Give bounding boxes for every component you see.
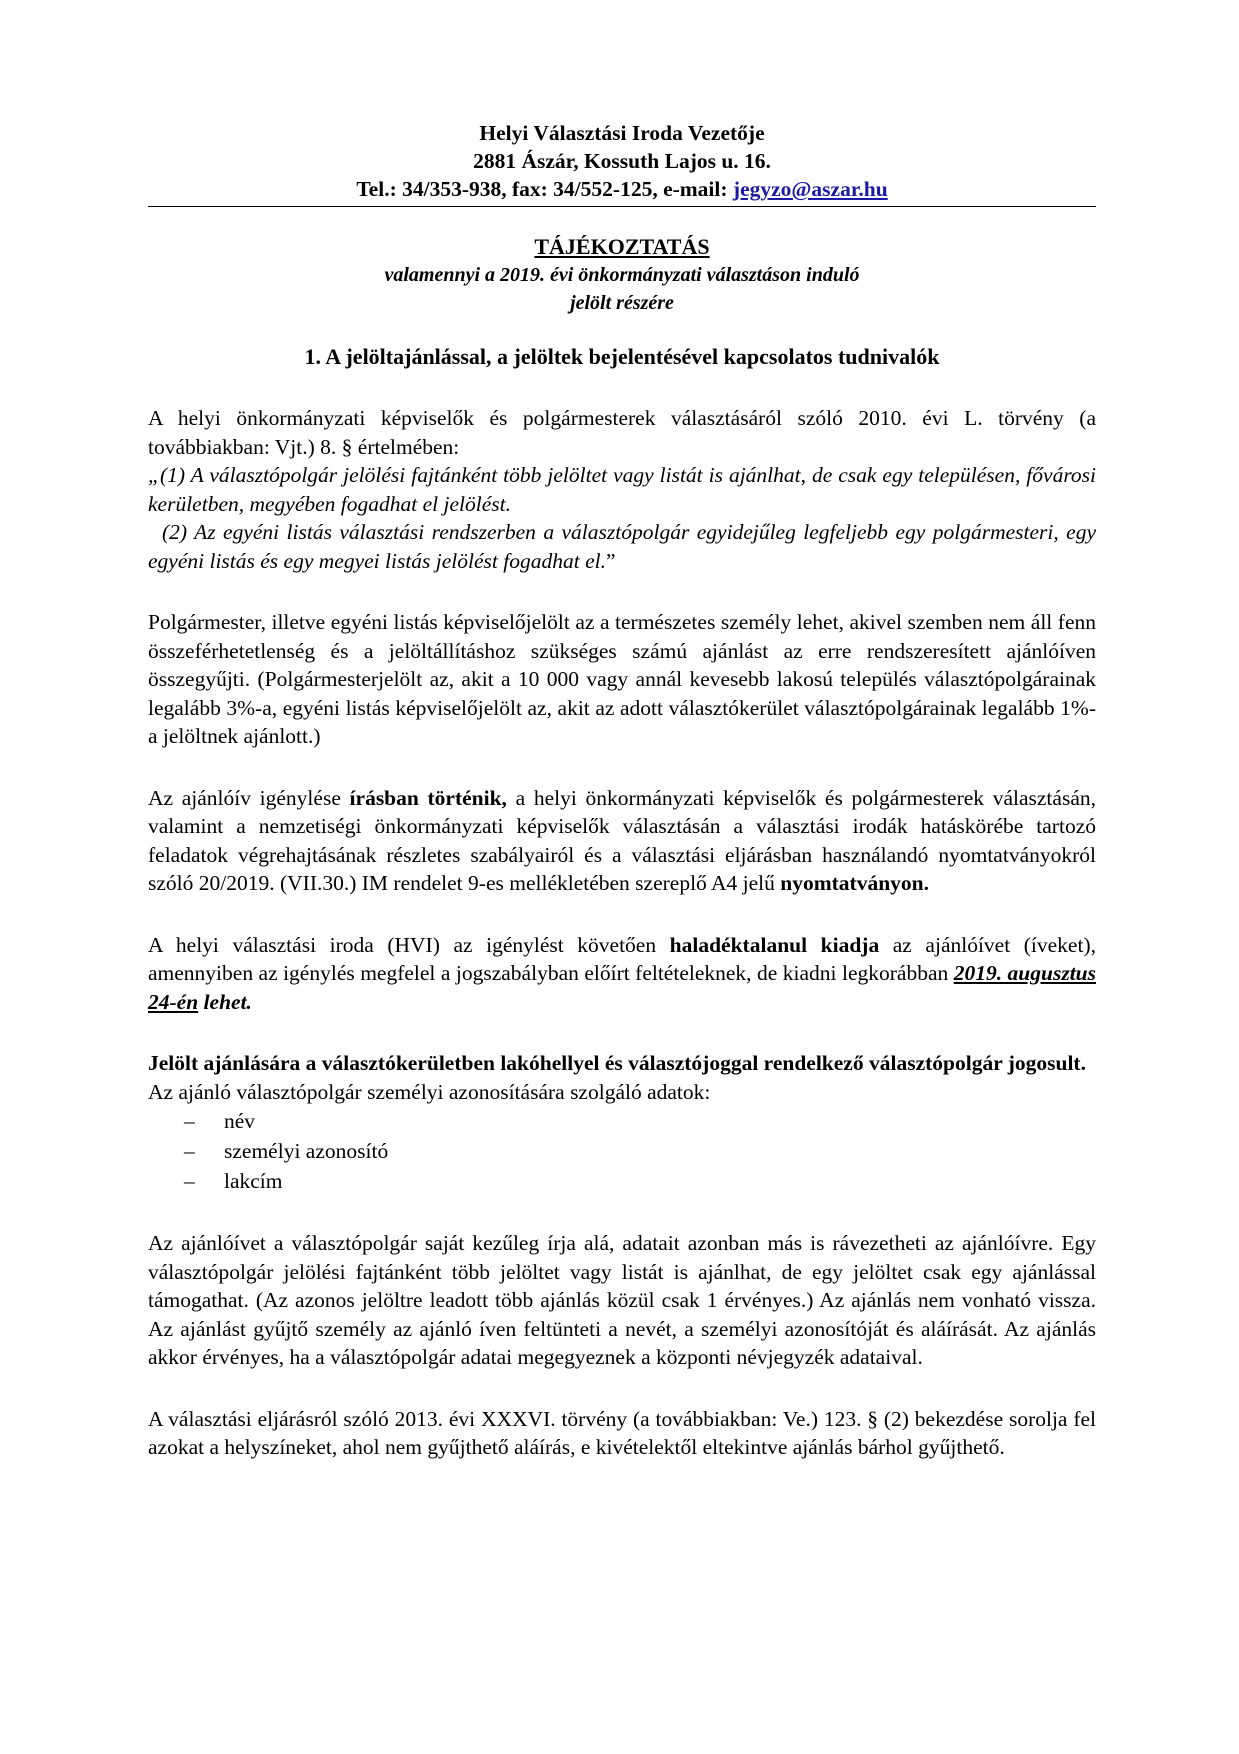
- para3-bold-1: írásban történik,: [349, 785, 507, 810]
- paragraph-candidate-eligibility: Polgármester, illetve egyéni listás képviselőjelölt az a természetes személy lehet, akivel szemben nem áll fenn összeférhetetlenség és a jelöltállításhoz szükséges számú ajánlást az erre rendszeresített ajánlóíven összegyűjti. (Polgármesterjelölt az, akit a 10 000 vagy annál kevesebb lakosú település választópolgárainak legalább 3%-a, egyéni listás képviselőjelölt az, akit az adott választókerület választópolgárainak legalább 1%-a jelöltnek ajánlott.): [148, 610, 1096, 748]
- list-item: – név: [184, 1106, 1096, 1136]
- header-divider: [148, 206, 1096, 207]
- para3-text-2: a helyi önkormányzati képviselők és polgármesterek választásán, valamint a nemzetiségi önkormányzati képviselők választásán a választási irodák hatáskörébe tartozó feladatok végrehajtásának részletes szabályairól és a választási eljárásban használandó nyomtatványokról szóló 20/2019. (VII.30.) IM rendelet 9-es mellékletében szereplő A4 jelű: [148, 785, 1096, 895]
- para4-text-2: az ajánlóívet (íveket), amennyiben az igénylés megfelel a jogszabályban előírt feltételeknek, de kiadni legkorábban: [148, 932, 1096, 985]
- paragraph-vjt-intro: A helyi önkormányzati képviselők és polgármesterek választásáról szóló 2010. évi L. törvény (a továbbiakban: Vjt.) 8. § értelmében:: [148, 406, 1096, 459]
- list-item: – lakcím: [184, 1166, 1096, 1196]
- list-item: – személyi azonosító: [184, 1136, 1096, 1166]
- issue-date: 2019. augusztus 24-én: [148, 961, 1096, 1014]
- para4-bold-1: haladéktalanul kiadja: [669, 932, 880, 957]
- section-heading: 1. A jelöltajánlással, a jelöltek bejelentésével kapcsolatos tudnivalók: [304, 344, 940, 369]
- quote-close-mark: ”: [605, 548, 616, 573]
- document-title: TÁJÉKOZTATÁS: [534, 234, 710, 259]
- quote-paragraph-2-text: (2) Az egyéni listás választási rendszerben a választópolgár egyidejűleg legfeljebb egy polgármesteri, egy egyéni listás és egy megyei listás jelölést fogadhat el.: [148, 520, 1096, 573]
- subtitle-line-1: valamennyi a 2019. évi önkormányzati választáson induló: [384, 264, 860, 286]
- para3-text-1: Az ajánlóív igénylése: [148, 785, 350, 810]
- para3-bold-2: nyomtatványon.: [780, 871, 930, 895]
- para4-text-1: A helyi választási iroda (HVI) az igénylést követően: [148, 932, 670, 957]
- letterhead: [148, 119, 1096, 203]
- letterhead-contact: [148, 175, 1096, 203]
- paragraph-form-request: [148, 784, 1096, 898]
- para4-text-3: lehet.: [198, 989, 252, 1014]
- paragraph-collection-locations: A választási eljárásról szóló 2013. évi XXXVI. törvény (a továbbiakban: Ve.) 123. § (2) bekezdése sorolja fel azokat a helyszíneket, ahol nem gyűjthető aláírás, e kivételektől eltekintve ajánlás bárhol gyűjthető.: [148, 1406, 1096, 1459]
- id-data-list: [148, 1106, 1096, 1196]
- paragraph-form-issue: [148, 931, 1096, 1017]
- subtitle-line-2: jelölt részére: [570, 292, 674, 314]
- email-link[interactable]: jegyzo@aszar.hu: [732, 177, 888, 201]
- paragraph-eligible-voters: Jelölt ajánlására a választókerületben lakóhellyel és választójoggal rendelkező választópolgár jogosult.: [148, 1051, 1086, 1075]
- letterhead-address: 2881 Ászár, Kossuth Lajos u. 16.: [473, 149, 771, 173]
- letterhead-phone-fax: Tel.: 34/353-938, fax: 34/552-125, e-mail:: [356, 177, 733, 201]
- document-content: [148, 119, 1096, 1462]
- paragraph-signing-rules: Az ajánlóívet a választópolgár saját kezűleg írja alá, adatait azonban más is rávezetheti az ajánlóívre. Egy választópolgár jelölési fajtánként több jelöltet vagy listát is ajánlhat, de egy jelöltet csak egy ajánlással támogathat. (Az azonos jelöltre leadott több ajánlás közül csak 1 érvényes.) Az ajánlás nem vonható vissza. Az ajánlást gyűjtő személy az ajánló íven feltünteti a nevét, a személyi azonosítóját és aláírását. Az ajánlás akkor érvényes, ha a választópolgár adatai megegyeznek a központi névjegyzék adataival.: [148, 1231, 1096, 1369]
- document-subtitle: [148, 261, 1096, 317]
- quote-paragraph-2: [148, 518, 1096, 575]
- quote-paragraph-1: „(1) A választópolgár jelölési fajtánként több jelöltet vagy listát is ajánlhat, de csak egy településen, fővárosi kerületben, megyében fogadhat el jelölést.: [148, 463, 1096, 516]
- letterhead-office: Helyi Választási Iroda Vezetője: [479, 121, 765, 145]
- paragraph-id-data-intro: Az ajánló választópolgár személyi azonosítására szolgáló adatok:: [148, 1079, 711, 1104]
